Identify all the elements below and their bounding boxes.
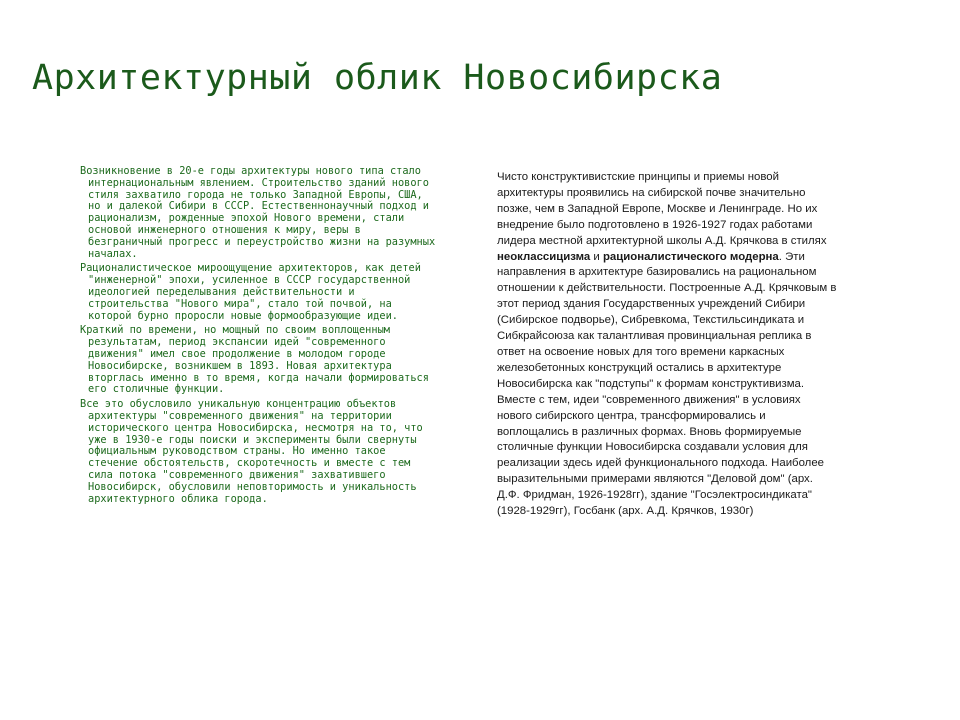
bold-term-rationalist-modern: рационалистического модерна: [602, 250, 779, 263]
left-text-column: [80, 166, 436, 508]
left-paragraph-4: Все это обусловило уникальную концентрацию объектов архитектуры "современного движения" на территории исторического центра Новосибирска, несмотря на то, что уже в 1930-е годы поиски и эксперименты были свернуты официальным руководством страны. Но именно такое стечение обстоятельств, скоротечность и вместе с тем сила потока "современного движения" захватившего Новосибирск, обусловили неповторимость и уникальность архитектурного облика города.: [80, 398, 423, 505]
right-paragraph-2: Вместе с тем, идеи "современного движения" в условиях нового сибирского центра, трансформировались и воплощались в различных формах. Вновь формируемые столичные функции Новосибирска создавали условия для реализации здесь идей функционального подхода. Наиболее выразительными примерами являются "Деловой дом" (арх. Д.Ф. Фридман, 1926-1928гг), здание "Госэлектросиндиката" (1928-1929гг), Госбанк (арх. А.Д. Крячков, 1930г): [497, 393, 824, 518]
left-paragraph-3: Краткий по времени, но мощный по своим воплощенным результатам, период экспансии идей "современного движения" имел свое продолжение в молодом городе Новосибирске, возникшем в 1893. Новая архитектура вторглась именно в то время, когда начали формироваться его столичные функции.: [80, 324, 429, 396]
right-p1-conjunction: и: [590, 250, 603, 263]
slide-title: Архитектурный облик Новосибирска: [32, 58, 723, 98]
left-paragraph-2: Рационалистическое мироощущение архитекторов, как детей "инженерной" эпохи, усиленное в СССР государственной идеологией переделывания действительности и строительства "Нового мира", стало той почвой, на которой бурно проросли новые формообразующие идеи.: [80, 262, 421, 322]
right-p1-text-start: Чисто конструктивистские принципы и приемы новой архитектуры проявились на сибирской почве значительно позже, чем в Западной Европе, Москве и Ленинграде. Но их внедрение было подготовлено в 1926-1927 годах работами лидера местной архитектурной школы А.Д. Крячкова в стилях: [497, 171, 827, 247]
right-p1-text-end: . Эти направления в архитектуре базировались на рациональном отношении к действительности. Построенные А.Д. Крячковым в этот период здания Государственных учреждений Сибири (Сибирское подворье), Сибревкома, Текстильсиндиката и Сибкрайсоюза как талантливая провинциальная реплика в ответ на освоение новых для того времени каркасных железобетонных конструкций остались в архитектуре Новосибирска как "подступы" к формам конструктивизма.: [497, 250, 837, 390]
right-text-column: [497, 170, 837, 520]
right-paragraph-1: [497, 170, 837, 393]
bold-term-neoclassicism: неоклассицизма: [497, 250, 591, 263]
left-paragraph-1: Возникновение в 20-е годы архитектуры нового типа стало интернациональным явлением. Строительство зданий нового стиля захватило города не только Западной Европы, США, но и далекой Сибири в СССР. Естественнонаучный подход и рационализм, рожденные эпохой Нового времени, стали основой инженерного отношения к миру, веры в безграничный прогресс и переустройство жизни на разумных началах.: [80, 165, 436, 260]
